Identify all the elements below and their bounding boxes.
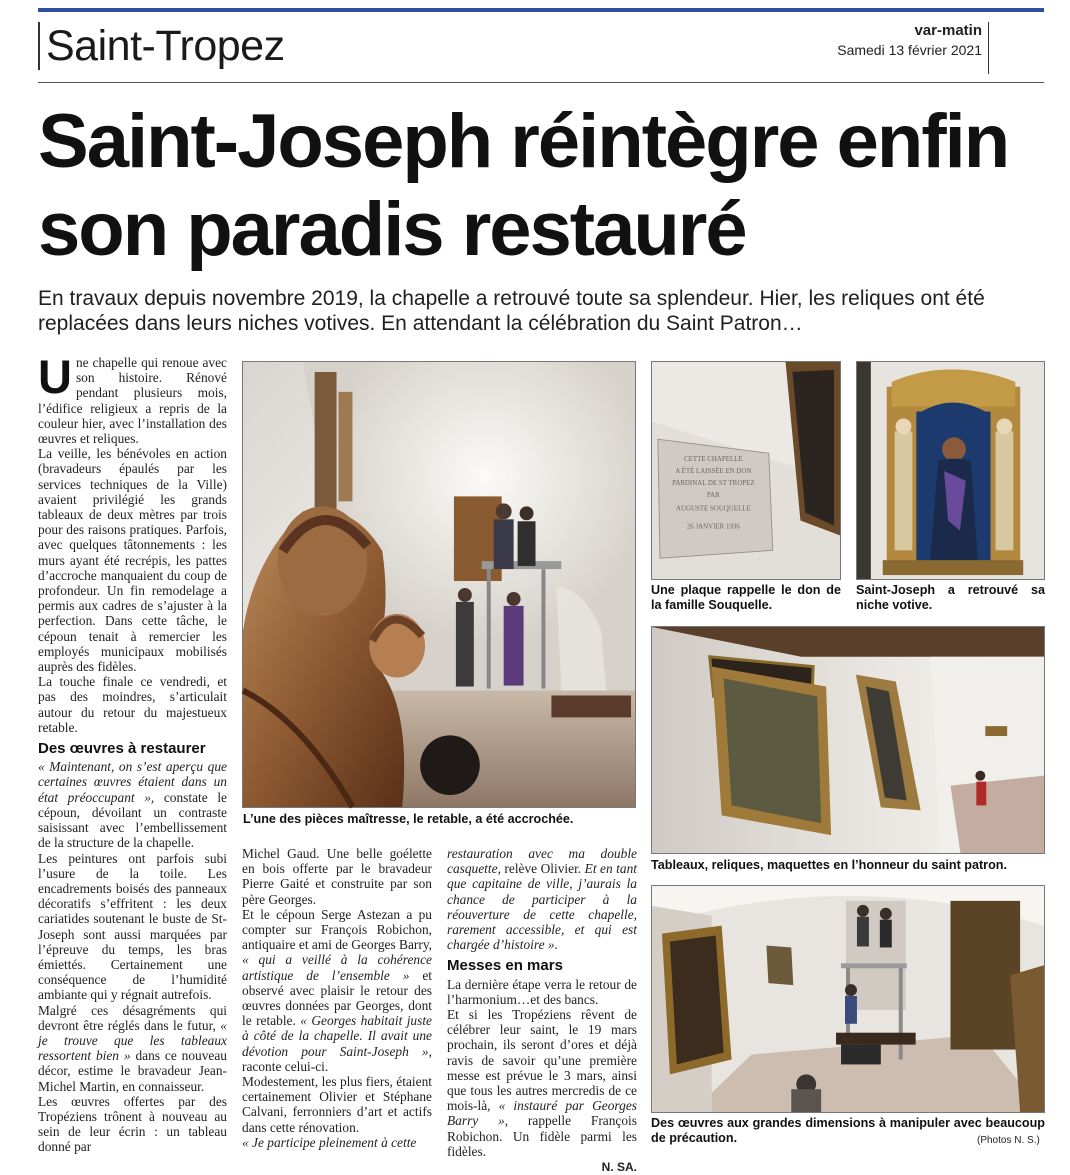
plaque-line-2: A ÉTÉ LAISSÉE EN DON [675, 467, 752, 475]
plaque-line-6: 26 JANVIER 1936 [686, 523, 740, 531]
col3-quote-3: « instauré par Georges Barry » [447, 1098, 637, 1129]
plaque-line-4: PAR [706, 491, 720, 499]
photo-niche [856, 361, 1045, 580]
col1-quote-1: « Maintenant, on s’est aperçu que certaines œuvres étaient dans un état préoccupant » [38, 759, 227, 805]
rubrique-title: Saint-Tropez [46, 22, 285, 70]
caption-oeuvres: Des œuvres aux grandes dimensions à manipuler avec beaucoup de précaution. [651, 1116, 1045, 1145]
col2-quote-1: « qui a veillé à la cohérence artistique de l’ensemble » [242, 952, 432, 983]
photo-credit: (Photos N. S.) [977, 1135, 1040, 1146]
article-column-2 [242, 846, 432, 1150]
col1-paragraph-6a: Malgré ces désagréments qui devront être réglés dans le futur, [38, 1002, 227, 1033]
plaque-line-3: PARDINAL DE ST TROPEZ [672, 479, 755, 487]
col2-paragraph-2c: , raconte celui-ci. [242, 1043, 432, 1074]
col3-paragraph-1: relève Olivier. [500, 861, 585, 877]
header-rule [38, 82, 1044, 83]
photo-tableaux [651, 626, 1045, 854]
plaque-line-1: CETTE CHAPELLE [684, 456, 743, 464]
dropcap: U [38, 350, 72, 403]
col2-quote-3: « Je participe pleinement à cette [242, 1134, 417, 1150]
photo-retable [242, 361, 636, 808]
lede: En travaux depuis novembre 2019, la chapelle a retrouvé toute sa splendeur. Hier, les reliques ont été replacées dans leurs niches votives. En attendant la célébration du Saint Patron… [38, 287, 985, 335]
col3-paragraph-2: La dernière étape verra le retour de l’harmonium…et des bancs. [447, 976, 637, 1007]
headline: Saint-Joseph réintègre enfin son paradis restauré [38, 99, 1009, 272]
caption-niche: Saint-Joseph a retrouvé sa niche votive. [856, 583, 1045, 612]
plaque-line-5: AUGUSTE SOUQUELLE [675, 505, 751, 513]
top-color-rule [38, 8, 1044, 12]
author-signature: N. SA. [601, 1160, 637, 1175]
date-divider [988, 22, 989, 74]
subhead-messes: Messes en mars [447, 957, 563, 975]
col1-paragraph-2: La veille, les bénévoles en action (bravadeurs épaulés par les services techniques de la Ville) avaient privilégié les grands tableaux de deux mètres par trois pour des raisons pratiques. Parfois, avec quelques tâtonnements : les murs ayant été recrépis, les pattes d’accroche manquaient du coup de profondeur. Un fin remodelage a permis aux cadres de s’ajuster à la perfection. Dans cette tâche, le cépoun tenait à remercier les employés municipaux mobilisés auprès des fidèles. [38, 446, 227, 675]
subhead-oeuvres: Des œuvres à restaurer [38, 740, 206, 758]
col2-paragraph-3: Modestement, les plus fiers, étaient certainement Olivier et Stéphane Calvani, ferronniers d’art et actifs dans cette rénovation. [242, 1074, 432, 1135]
col1-paragraph-1: ne chapelle qui renoue avec son histoire. Rénové pendant plusieurs mois, l’édifice religieux a repris de la couleur hier, avec l’installation des œuvres et reliques. [38, 355, 227, 447]
col2-quote-2: « Georges habitait juste à côté de la chapelle. Il avait une dévotion pour Saint-Joseph » [242, 1013, 432, 1059]
col3-quote-1: restauration avec ma double casquette, [447, 846, 637, 877]
photo-oeuvres [651, 885, 1045, 1113]
col1-paragraph-6b: dans ce nouveau décor, estime le bravadeur Jean-Michel Martin, en connaisseur. [38, 1048, 228, 1094]
col3-paragraph-3a: Et si les Tropéziens rêvent de célébrer leur saint, le 19 mars prochain, ils seront d’ores et déjà ravis de savoir qu’une première messe est prévue le 3 mars, ainsi que tous les autres mercredis de ce mois-là, [447, 1007, 637, 1114]
col1-paragraph-7: Les œuvres offertes par des Tropéziens trônent à nouveau au sein de leur écrin : un tableau donné par [38, 1093, 227, 1155]
col3-paragraph-3b: , rappelle François Robichon. Un fidèle parmi les fidèles. [447, 1113, 637, 1159]
col1-paragraph-4: , constate le cépoun, dévoilant un contraste saisissant avec l’embellissement de la structure de la chapelle. [38, 789, 227, 851]
col3-quote-2: Et en tant que capitaine de ville, j’aurais la chance de participer à la réouverture de cette chapelle, rarement accessible, et qui est chargée d’histoire ». [447, 861, 637, 953]
col1-paragraph-3: La touche finale ce vendredi, et pas des moindres, s’articulait autour du retour du majestueux retable. [38, 674, 227, 735]
col2-paragraph-2b: et observé avec plaisir le retour des œuvres données par Georges, dont le retable. [242, 967, 432, 1029]
col2-paragraph-1: Michel Gaud. Une belle goélette en bois offerte par le bravadeur Pierre Gaité et construite par son père Georges. [242, 846, 432, 907]
newspaper-name: var-matin [914, 22, 982, 39]
col2-paragraph-2a: Et le cépoun Serge Astezan a pu compter sur François Robichon, antiquaire et ami de Georges Barry, [242, 906, 432, 953]
rubrique-bar [38, 22, 40, 70]
col1-quote-2: « je trouve que les tableaux ressortent bien » [38, 1017, 227, 1064]
article-column-1 [38, 350, 228, 1155]
article-column-3 [447, 846, 637, 1175]
caption-plaque: Une plaque rappelle le don de la famille Souquelle. [651, 583, 841, 612]
caption-tableaux: Tableaux, reliques, maquettes en l’honneur du saint patron. [651, 858, 1007, 872]
col1-paragraph-5: Les peintures ont parfois subi l’usure de la toile. Les encadrements boisés des panneaux décoratifs s’effritent : les deux cariatides soutenant le buste de St-Joseph sont aussi marquées par l’épreuve du temps, les bras émiettés. Certainement une conséquence de l’humidité ambiante qui y régnait autrefois. [38, 850, 227, 1003]
photo-plaque [651, 361, 841, 580]
caption-retable: L’une des pièces maîtresse, le retable, a été accrochée. [243, 812, 574, 826]
issue-date: Samedi 13 février 2021 [837, 42, 982, 58]
